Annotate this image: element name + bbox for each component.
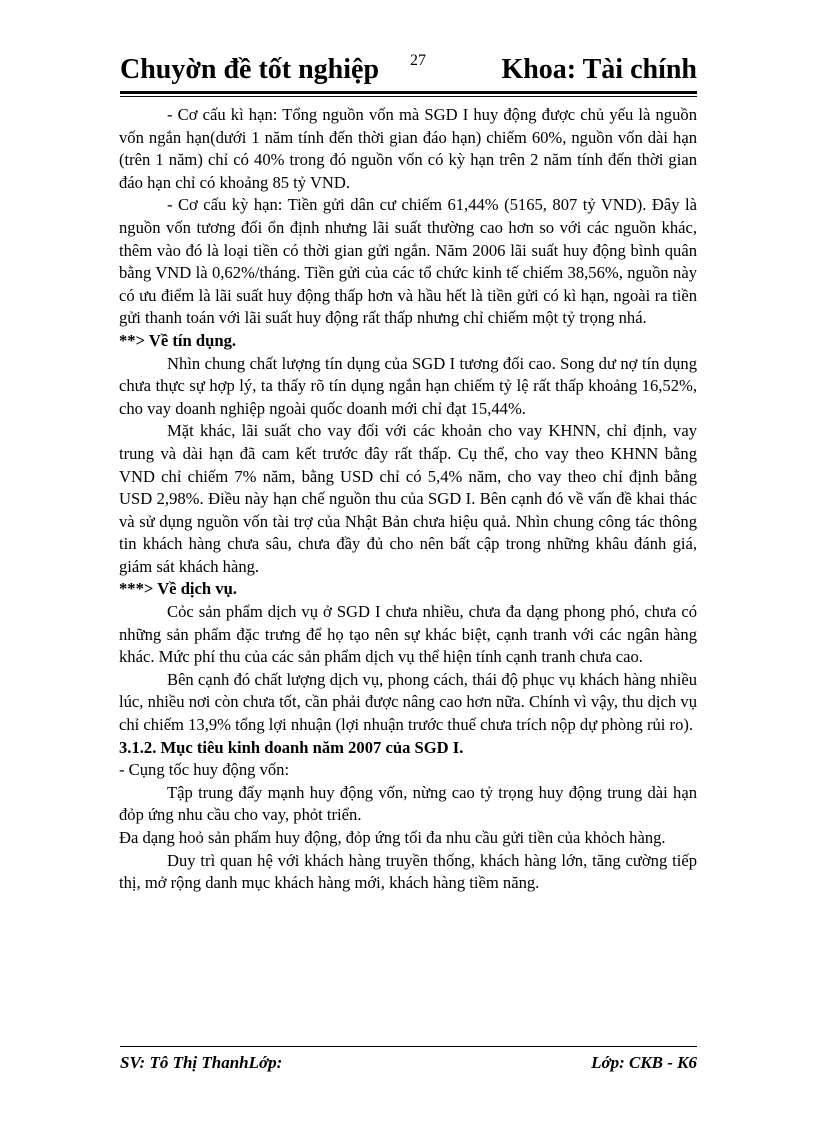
footer-student: SV: Tô Thị ThanhLớp: xyxy=(120,1053,283,1072)
header-faculty: Khoa: Tài chính xyxy=(501,54,697,85)
paragraph-diversify-products: Đa dạng hoỏ sản phẩm huy động, đỏp ứng tối đa nhu cầu gửi tiền của khỏch hàng. xyxy=(119,828,666,847)
header-title: Chuyờn đề tốt nghiệp xyxy=(120,54,380,85)
heading-credit: **> Về tín dụng. xyxy=(119,330,237,350)
paragraph-capital-mobilization: - Cụng tốc huy động vốn: xyxy=(119,760,290,780)
paragraph-focus-mobilization: Tập trung đẩy mạnh huy động vốn, nừng cao tỷ trọng huy động trung dài hạn đỏp ứng nhu cầu cho vay, phỏt triển. xyxy=(119,782,697,825)
heading-services: ***> Về dịch vụ. xyxy=(119,579,237,599)
paragraph-term-structure: - Cơ cấu kì hạn: Tổng nguồn vốn mà SGD I huy động được chủ yếu là nguồn vốn ngắn hạn(dưới 1 năm tính đến thời gian đáo hạn) chiếm 60%, nguồn vốn dài hạn (trên 1 năm) chỉ có 40% trong đó nguồn vốn có kỳ hạn trên 2 năm tính đến thời gian đáo hạn chỉ có khoảng 85 tỷ VND. xyxy=(119,105,697,192)
footer-rule xyxy=(120,1046,697,1047)
paragraph-customer-relations: Duy trì quan hệ với khách hàng truyền thống, khách hàng lớn, tăng cường tiếp thị, mở rộng danh mục khách hàng mới, khách hàng tiềm năng. xyxy=(119,850,697,893)
footer-class: Lớp: CKB - K6 xyxy=(591,1053,697,1072)
header-rule-thick xyxy=(120,91,697,94)
page-number: 27 xyxy=(410,52,426,69)
paragraph-credit-quality: Nhìn chung chất lượng tín dụng của SGD I tương đối cao. Song dư nợ tín dụng chưa thực sự hợp lý, ta thấy rõ tín dụng ngắn hạn chiếm tỷ lệ rất thấp khoảng 16,52%, cho vay doanh nghiệp ngoài quốc doanh mới chỉ đạt 15,44%. xyxy=(119,353,697,418)
page-header xyxy=(120,52,697,92)
paragraph-service-products: Cỏc sản phẩm dịch vụ ở SGD I chưa nhiều, chưa đa dạng phong phó, chưa có những sản phẩm đặc trưng để họ tạo nên sự khác biệt, cạnh tranh với các ngân hàng khác. Mức phí thu của các sản phẩm dịch vụ thể hiện tính cạnh tranh chưa cao. xyxy=(119,602,697,667)
page-footer xyxy=(120,1053,697,1077)
paragraph-lending-rates: Mặt khác, lãi suất cho vay đối với các khoản cho vay KHNN, chỉ định, vay trung và dài hạn đã cam kết trước đây rất thấp. Cụ thể, cho vay theo KHNN bằng VND chỉ chiếm 7% năm, bằng USD chỉ có 5,4% năm, cho vay theo chỉ định bằng USD 2,98%. Điều này hạn chế nguồn thu của SGD I. Bên cạnh đó về vấn đề khai thác và sử dụng nguồn vốn tài trợ của Nhật Bản chưa hiệu quả. Nhìn chung công tác thông tin khách hàng chưa sâu, chưa đầy đủ cho nên bất cập trong những khâu đánh giá, giám sát khách hàng. xyxy=(119,421,697,576)
heading-business-goals-2007: 3.1.2. Mục tiêu kinh doanh năm 2007 của SGD I. xyxy=(119,737,464,757)
paragraph-deposit-structure: - Cơ cấu kỳ hạn: Tiền gửi dân cư chiếm 61,44% (5165, 807 tỷ VND). Đây là nguồn vốn tương đối ổn định nhưng lãi suất thường cao hơn so với các nguồn khác, thêm vào đó là loại tiền có thời gian gửi ngắn. Năm 2006 lãi suất huy động bình quân bằng VND là 0,62%/tháng. Tiền gửi của các tổ chức kinh tế chiếm 38,56%, nguồn này có ưu điểm là lãi suất huy động thấp hơn và hầu hết là tiền gửi có kì hạn, ngoài ra tiền gửi thanh toán với lãi suất huy động rất thấp nhưng chỉ chiếm một tỷ trọng nhá. xyxy=(119,195,697,328)
document-body xyxy=(119,104,697,895)
paragraph-service-quality: Bên cạnh đó chất lượng dịch vụ, phong cách, thái độ phục vụ khách hàng nhiều lúc, nhiều nơi còn chưa tốt, cần phải được nâng cao hơn nữa. Chính vì vậy, thu dịch vụ chỉ chiếm 13,9% tổng lợi nhuận (lợi nhuận trước thuế chưa trích nộp dự phòng rủi ro). xyxy=(119,669,697,735)
header-rule-thin xyxy=(120,96,697,97)
